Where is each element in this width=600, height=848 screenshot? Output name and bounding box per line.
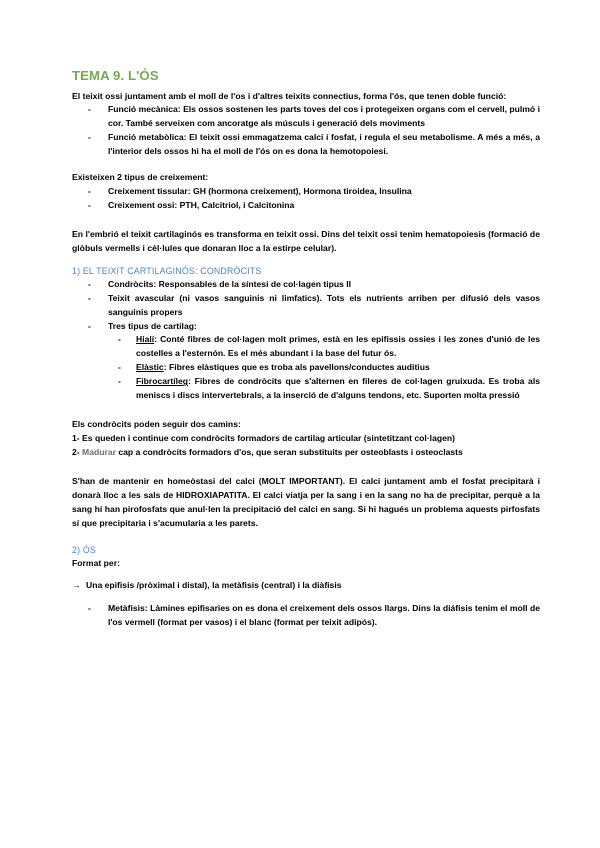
list-item-label: Condròcits: Responsables de la síntesi de col·lagen tipus II [108,278,352,289]
camins-lead: Els condròcits poden seguir dos camins: [72,419,241,430]
arrow-right-icon: → [72,580,81,591]
bullet-dash-icon: - [88,278,91,289]
list-item [72,292,540,320]
intro-bullet-list [72,103,540,159]
spacer [72,460,540,475]
cami-1-number: 1- [72,433,80,443]
list-item [72,333,540,361]
term-hiali: Hialí [136,334,155,345]
list-item [72,602,540,630]
list-item-label: Tres tipus de cartilag: [108,320,197,331]
list-item [72,185,540,199]
list-item [72,103,540,131]
creixement-bullet-list [72,185,540,213]
list-item-label: Metàfisis: Làmines epifisaries on es dona el creixement dels ossos llargs. Dins la diáfisis tenim el moll de l'os vermell (format per vasos) i el blanc (format per teixit adipós). [108,602,540,627]
list-item-label: Teixit avascular (ni vasos sanguinis ni limfatics). Tots els nutrients arriben per difusió dels vasos sanguinis propers [108,292,540,317]
spacer [72,403,540,418]
spacer [72,213,540,228]
page-title: TEMA 9. L'ÓS [72,68,159,83]
spacer [72,159,540,171]
list-item [72,320,540,334]
bullet-dash-icon: - [88,186,91,197]
section1-bullet-list [72,278,540,334]
section2-arrow-item [72,579,540,593]
term-elastic: Elàstic [136,362,164,373]
cartilag-types-list [72,333,540,403]
bullet-dash-icon: - [88,132,91,143]
bullet-dash-icon: - [88,292,91,303]
section2-lead: Format per: [72,557,120,568]
cami-1 [72,432,540,446]
creixement-lead: Existeixen 2 tipus de creixement: [72,172,209,183]
bullet-dash-icon: - [88,104,91,115]
spacer [72,256,540,264]
cami-2 [72,446,540,460]
bullet-dash-icon: - [88,602,91,613]
list-item [72,361,540,375]
cami-2-text: cap a condròcits formadors d'os, que seran substituits per osteoblasts i osteoclasts [118,446,463,457]
section-heading-1: 1) EL TEIXIT CARTILAGINÓS: CONDRÒCITS [72,265,262,276]
cami-2-emphasis: Madurar [82,446,116,457]
bullet-dash-icon: - [88,320,91,331]
list-item [72,278,540,292]
spacer [72,531,540,543]
bullet-dash-icon: - [88,199,91,210]
embrio-paragraph: En l'embrió el teixit cartilaginós es transforma en teixit ossi. Dins del teixit ossi tenim hematopoiesis (formació de glòbuls vermells i cèl·lules que donaran lloc a la estirpe celular). [72,228,540,253]
section2-arrow-label: Una epifisis /pròximal i distal), la metàfisis (central) i la diàfisis [86,580,342,591]
list-item-label: Creixement ossi: PTH, Calcitriol, i Calcitonina [108,199,295,210]
cami-1-text: Es queden i continue com condròcits formadors de cartilag articular (sintetitzant col·lagen) [82,433,455,443]
bullet-dash-icon: - [118,334,121,345]
list-item-label: Creixement tissular: GH (hormona creixement), Hormona tiroidea, Insulina [108,186,412,197]
intro-paragraph: El teixit ossi juntament amb el moll de l'os i d'altres teixits connectius, forma l'ós, que tenen doble funció: [72,90,507,101]
list-item-label: Funció metabòlica: El teixit ossi emmagatzema calci i fosfat, i regula el seu metabolisme. A més a més, a l'interior dels ossos hi ha el moll de l'ós on es dona la hemotopoiesi. [108,132,540,157]
term-hiali-description: : Conté fibres de col·lagen molt primes, està en les epifissis ossies i les zones d'unió de les costelles a l'esternón. Es el més abundant i la base del futur ós. [136,334,540,359]
list-item [72,199,540,213]
list-item-label: Funció mecànica: Els ossos sostenen les parts toves del cos i protegeixen organs com el cervell, pulmó i cor. També serveixen com ancoratge als músculs i generació dels moviments [108,104,540,129]
term-elastic-description: : Fibres elàstiques que es troba als pavellons/conductes auditius [163,362,430,373]
calci-paragraph: S'han de mantenir en homeòstasi del calci (MOLT IMPORTANT). El calci juntament amb el fosfat precipitarà i donarà lloc a les sals de HIDROXIAPATITA. El calci viatja per la sang i en la sang no ha de precipitar, perquè a la sang hi han pirofosfats que anul·len la precipitació del calci en sang. Si hi hagués un problema aquests pirfosfats sí que precipitaria i s'acumularia a les parets. [72,475,540,528]
section-heading-2: 2) ÓS [72,544,96,555]
list-item [72,131,540,159]
section2-bullet-list [72,602,540,630]
term-fibrocartileg: Fibrocartíleg [136,376,189,387]
bullet-dash-icon: - [118,362,121,373]
list-item [72,375,540,403]
bullet-dash-icon: - [118,376,121,387]
term-fibrocartileg-description: : Fibres de condròcits que s'alternen en fileres de col·lagen gruixuda. Es troba als meniscs i discs intervertebrals, a la inserció de d'alguns tendons, etc. Suporten molta pressió [136,376,540,401]
cami-2-number: 2- [72,446,80,457]
